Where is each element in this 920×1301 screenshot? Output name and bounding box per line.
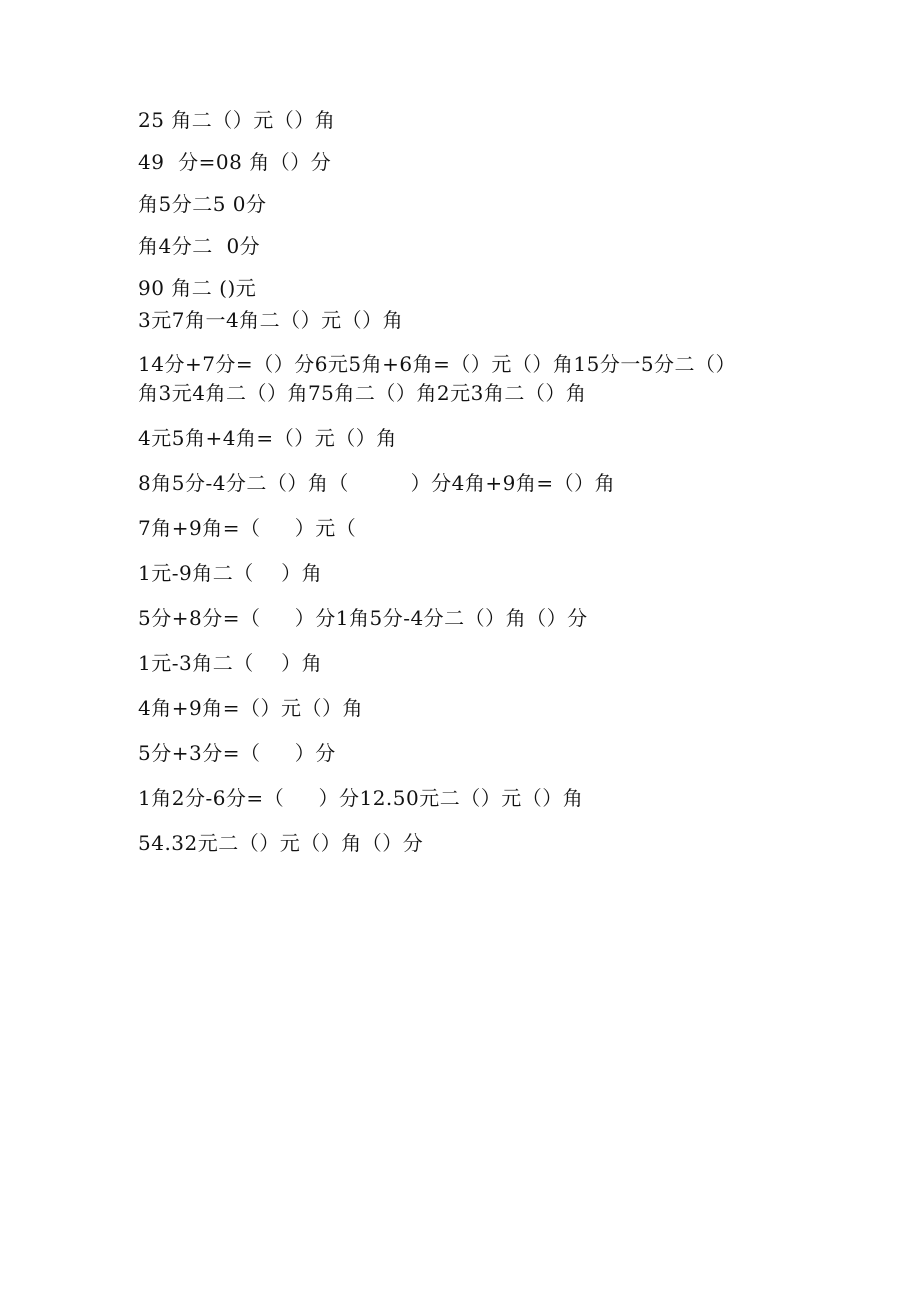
- worksheet-line: 14分+7分=（）分6元5角+6角=（）元（）角15分一5分二（）: [138, 352, 737, 376]
- worksheet-line: 4元5角+4角=（）元（）角: [138, 426, 397, 450]
- worksheet-line: 角3元4角二（）角75角二（）角2元3角二（）角: [138, 381, 587, 405]
- worksheet-line: 8角5分-4分二（）角（ ）分4角+9角=（）角: [138, 471, 616, 495]
- worksheet-line: 49 分=08 角（）分: [138, 150, 332, 174]
- worksheet-line: 4角+9角=（）元（）角: [138, 696, 363, 720]
- worksheet-line: 角5分二5 0分: [138, 192, 267, 216]
- worksheet-line: 3元7角一4角二（）元（）角: [138, 308, 404, 332]
- worksheet-line: 90 角二 ()元: [138, 276, 257, 300]
- worksheet-line: 7角+9角=（ ）元（: [138, 516, 357, 540]
- worksheet-line: 54.32元二（）元（）角（）分: [138, 831, 424, 855]
- worksheet-line: 1角2分-6分=（ ）分12.50元二（）元（）角: [138, 786, 584, 810]
- worksheet-line: 5分+3分=（ ）分: [138, 741, 336, 765]
- worksheet-line: 5分+8分=（ ）分1角5分-4分二（）角（）分: [138, 606, 588, 630]
- worksheet-line: 1元-9角二（ ）角: [138, 561, 323, 585]
- worksheet-line: 25 角二（）元（）角: [138, 108, 336, 132]
- worksheet-line: 角4分二 0分: [138, 234, 261, 258]
- worksheet-line: 1元-3角二（ ）角: [138, 651, 323, 675]
